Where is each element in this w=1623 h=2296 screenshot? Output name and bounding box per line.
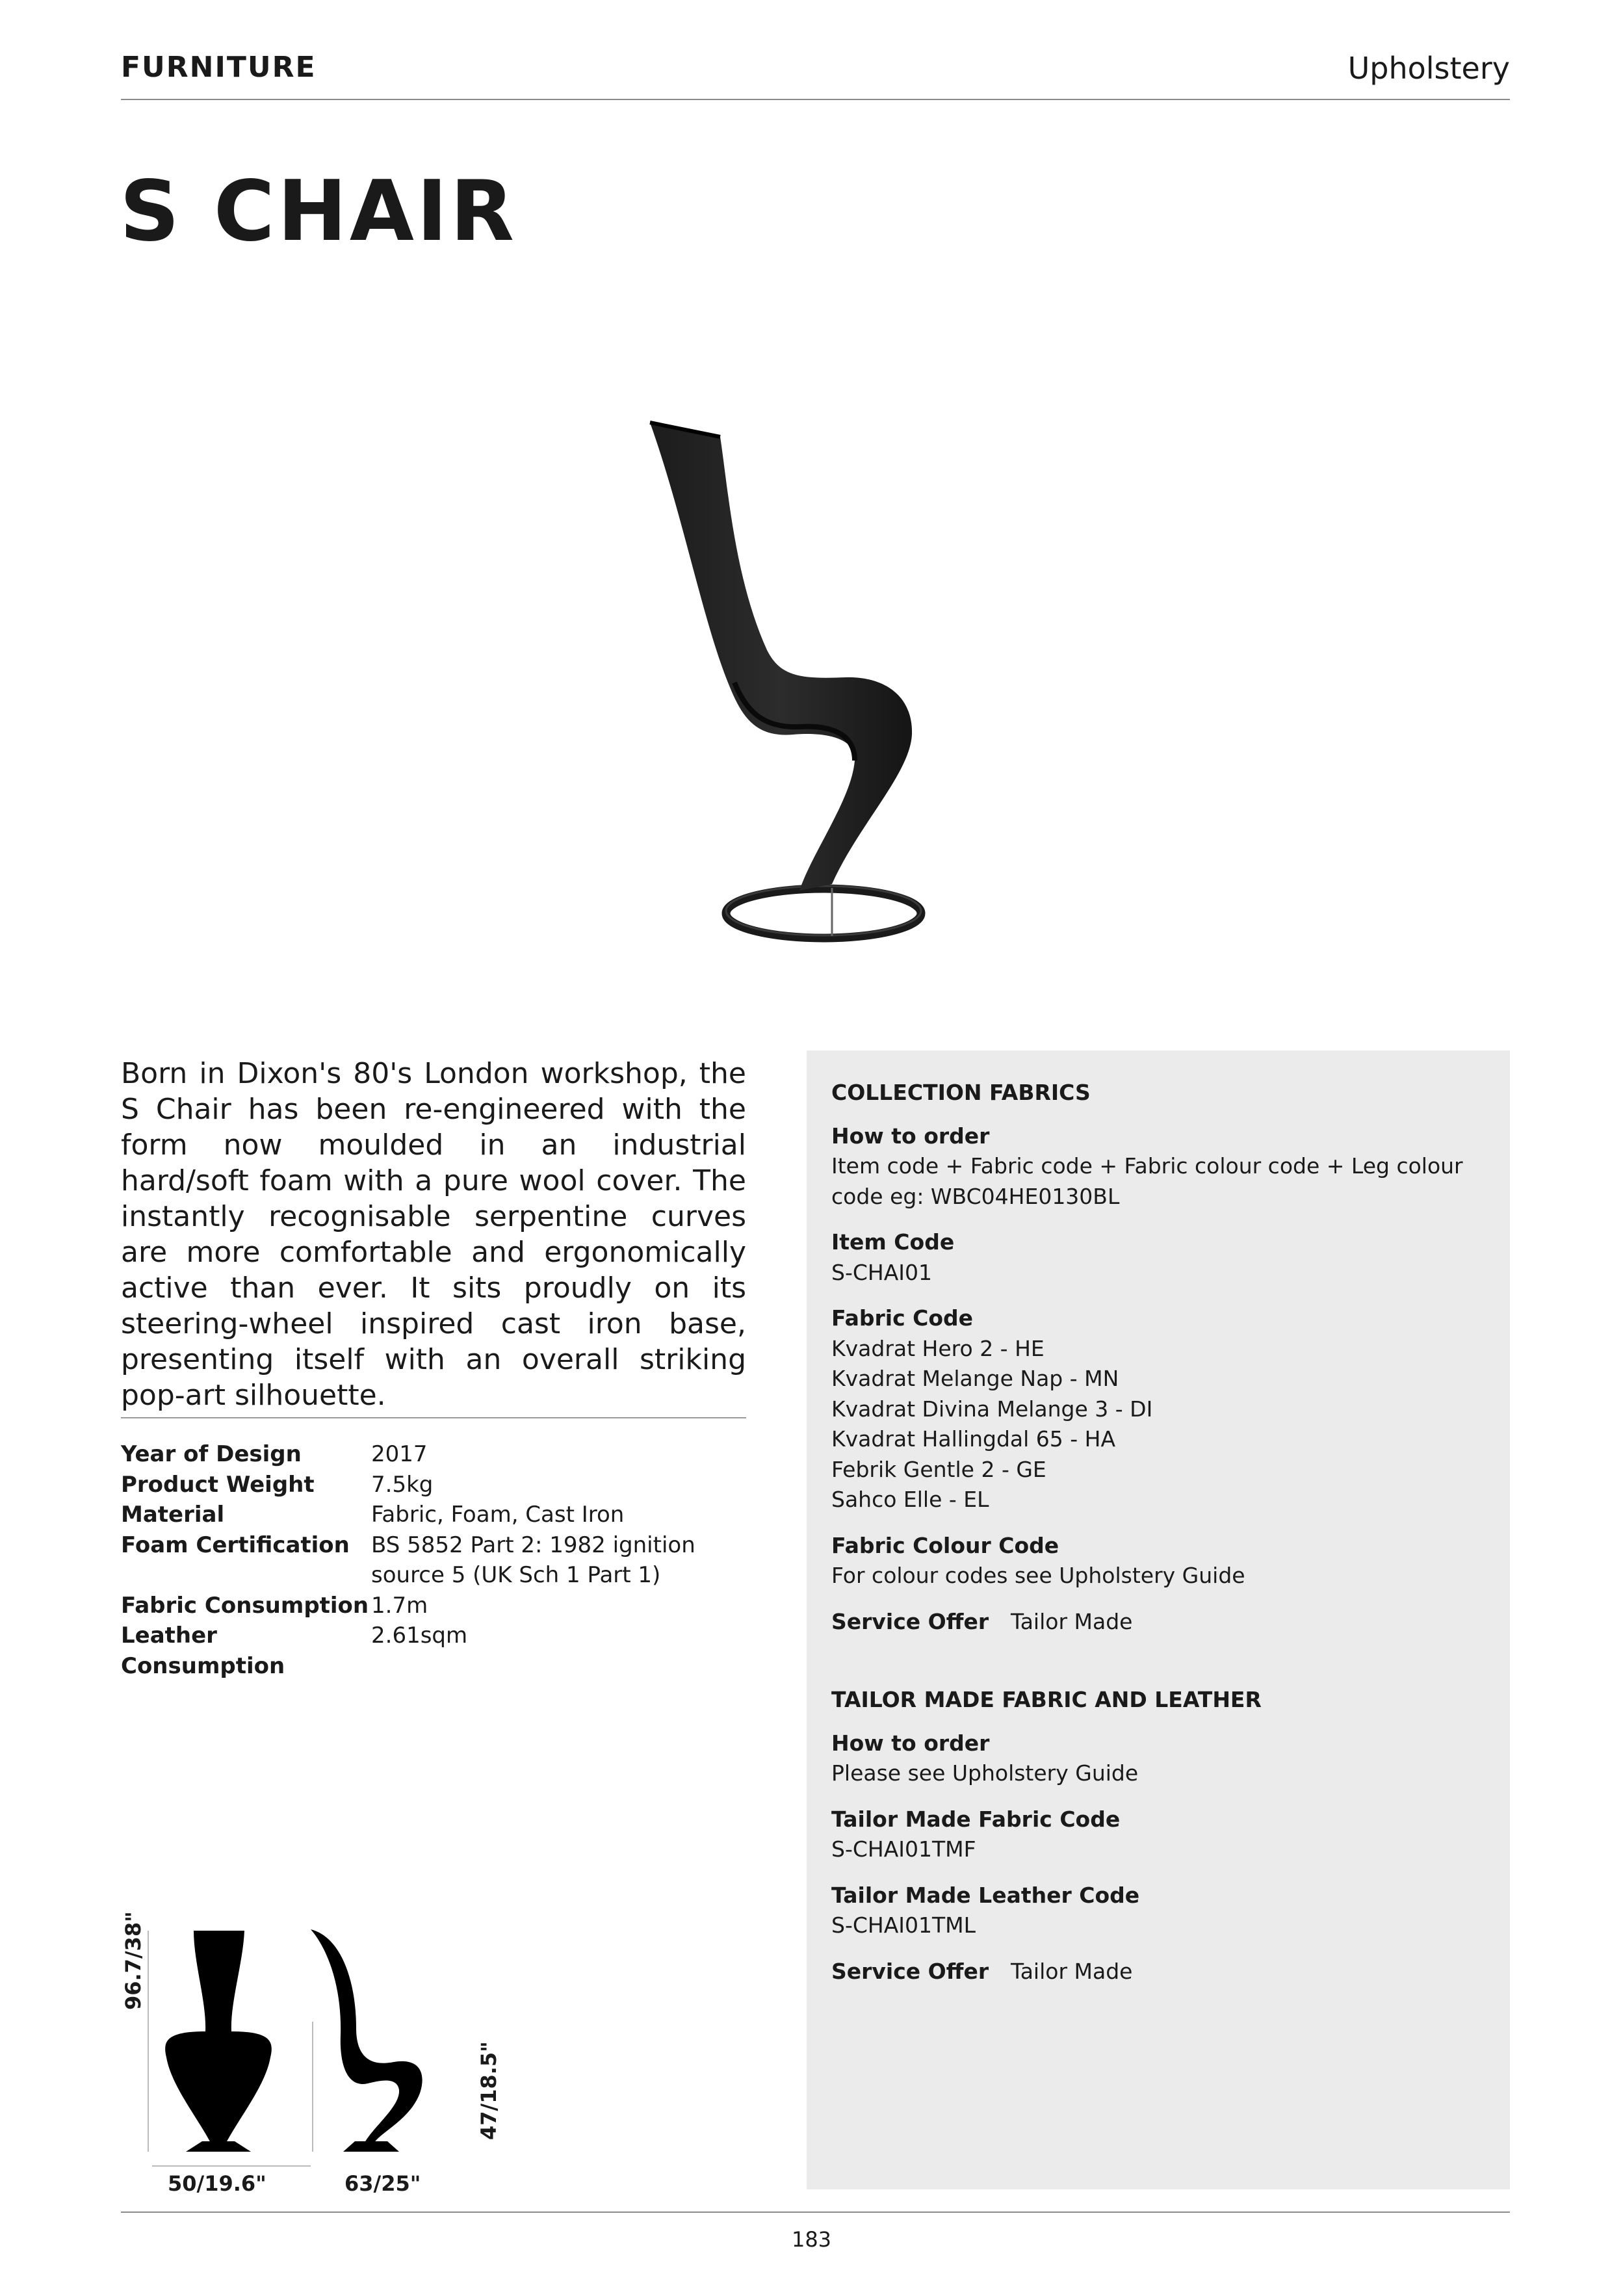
block-label: Tailor Made Fabric Code bbox=[831, 1806, 1121, 1832]
spec-label: Product Weight bbox=[121, 1471, 315, 1498]
block-label: Fabric Colour Code bbox=[831, 1532, 1059, 1558]
spec-label: Leather Consumption bbox=[121, 1623, 285, 1679]
spec-value: 2.61sqm bbox=[371, 1623, 468, 1649]
service-offer-value: Tailor Made bbox=[1011, 1608, 1133, 1634]
product-description: Born in Dixon's 80's London workshop, the S Chair has been re-engineered with the form now moulded in an industrial hard/soft foam with a pure wool cover. The instantly recognisable serpentine curves are more comfortable and ergonomically active than ever. It sits proudly on its steering-wheel inspired cast iron base, presenting itself with an overall striking pop-art silhouette. bbox=[121, 1057, 746, 1412]
block-label: How to order bbox=[831, 1123, 990, 1149]
how-to-order-block bbox=[831, 1121, 1485, 1212]
block-label: Tailor Made Leather Code bbox=[831, 1882, 1140, 1908]
tm-how-to-order-block bbox=[831, 1729, 1485, 1789]
footer-divider bbox=[121, 2211, 1510, 2213]
fabric-code-item: Sahco Elle - EL bbox=[831, 1487, 989, 1512]
dimension-height: 96.7/38" bbox=[121, 1911, 146, 2010]
section-label: FURNITURE bbox=[121, 51, 317, 84]
side-view-drawing bbox=[311, 1929, 422, 2152]
spec-value: BS 5852 Part 2: 1982 ignition source 5 (UK Sch 1 Part 1) bbox=[371, 1532, 695, 1588]
colour-code-block bbox=[831, 1531, 1485, 1591]
dimension-depth: 63/25" bbox=[344, 2171, 421, 2196]
fabric-code-item: Kvadrat Melange Nap - MN bbox=[831, 1366, 1119, 1391]
fabric-code-item: Kvadrat Hero 2 - HE bbox=[831, 1335, 1045, 1361]
spec-label: Foam Certification bbox=[121, 1532, 350, 1558]
spec-row-material bbox=[121, 1500, 755, 1530]
tm-fabric-code-value: S-CHAI01TMF bbox=[831, 1836, 976, 1862]
collection-fabrics-title: COLLECTION FABRICS bbox=[831, 1080, 1091, 1105]
block-label: How to order bbox=[831, 1730, 990, 1756]
spec-label: Fabric Consumption bbox=[121, 1592, 369, 1619]
ordering-panel bbox=[807, 1050, 1510, 2189]
spec-value: 1.7m bbox=[371, 1592, 428, 1619]
chair-image bbox=[637, 410, 1053, 956]
spec-value: Fabric, Foam, Cast Iron bbox=[371, 1502, 625, 1528]
block-label: Fabric Code bbox=[831, 1305, 974, 1331]
page-title: S CHAIR bbox=[120, 163, 517, 260]
tailor-made-title: TAILOR MADE FABRIC AND LEATHER bbox=[831, 1687, 1262, 1712]
fabric-code-item: Febrik Gentle 2 - GE bbox=[831, 1456, 1046, 1482]
service-offer-row bbox=[831, 1607, 1485, 1637]
spec-label: Year of Design bbox=[121, 1441, 302, 1467]
spec-row-foam bbox=[121, 1530, 755, 1591]
dimension-width: 50/19.6" bbox=[168, 2171, 266, 2196]
fabric-code-item: Kvadrat Hallingdal 65 - HA bbox=[831, 1426, 1116, 1452]
item-code-block bbox=[831, 1227, 1485, 1288]
service-offer-label: Service Offer bbox=[831, 1608, 989, 1634]
tm-leather-code-value: S-CHAI01TML bbox=[831, 1912, 976, 1938]
tm-service-offer-row bbox=[831, 1957, 1485, 1987]
spec-row-fabric bbox=[121, 1591, 755, 1621]
spec-row-year bbox=[121, 1439, 755, 1470]
dimension-drawings bbox=[121, 1924, 485, 2204]
front-view-drawing bbox=[148, 1931, 311, 2166]
spec-value: 2017 bbox=[371, 1441, 428, 1467]
service-offer-label: Service Offer bbox=[831, 1958, 989, 1984]
block-text: Item code + Fabric code + Fabric colour code + Leg colour code eg: WBC04HE0130BL bbox=[831, 1153, 1463, 1209]
spec-row-weight bbox=[121, 1470, 755, 1500]
dimension-seat-height: 47/18.5" bbox=[476, 2041, 501, 2140]
spec-value: 7.5kg bbox=[371, 1471, 434, 1498]
spec-row-leather bbox=[121, 1621, 755, 1681]
header-divider bbox=[121, 99, 1510, 100]
spec-table bbox=[121, 1439, 755, 1681]
category-label: Upholstery bbox=[1347, 51, 1510, 86]
block-label: Item Code bbox=[831, 1229, 955, 1255]
block-text: Please see Upholstery Guide bbox=[831, 1760, 1139, 1786]
service-offer-value: Tailor Made bbox=[1011, 1958, 1133, 1984]
tm-fabric-code-block bbox=[831, 1805, 1485, 1865]
spec-label: Material bbox=[121, 1502, 225, 1528]
page-number: 183 bbox=[791, 2227, 832, 2252]
fabric-code-block bbox=[831, 1303, 1485, 1515]
tm-leather-code-block bbox=[831, 1881, 1485, 1941]
description-divider bbox=[121, 1417, 746, 1418]
item-code-value: S-CHAI01 bbox=[831, 1259, 933, 1285]
colour-code-text: For colour codes see Upholstery Guide bbox=[831, 1563, 1245, 1588]
fabric-code-item: Kvadrat Divina Melange 3 - DI bbox=[831, 1396, 1153, 1422]
